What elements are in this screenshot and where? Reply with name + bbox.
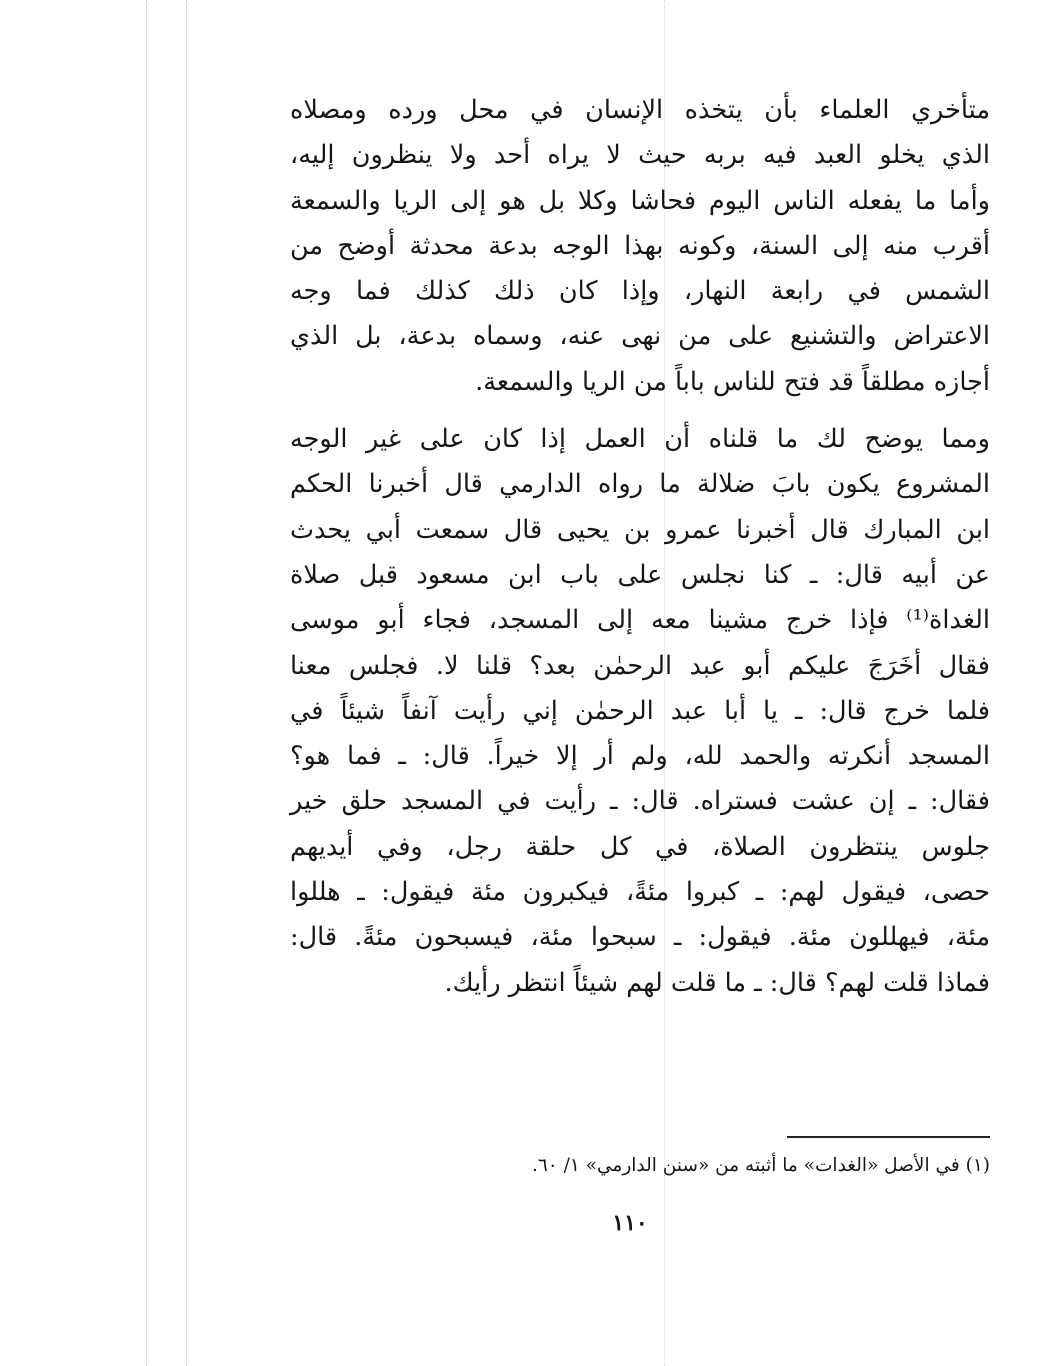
text-line: المشروع يكون بابَ ضلالة ما رواه الدارمي قال أخبرنا الحكم [290,469,990,500]
body-text [290,88,990,1006]
text-line: الغداة⁽¹⁾ فإذا خرج مشينا معه إلى المسجد، فجاء أبو موسى [290,605,990,636]
text-line: وأما ما يفعله الناس اليوم فحاشا وكلا بل هو إلى الريا والسمعة [290,185,990,216]
text-line: عن أبيه قال: ـ كنا نجلس على باب ابن مسعود قبل صلاة [290,559,990,590]
text-line: الاعتراض والتشنيع على من نهى عنه، وسماه بدعة، بل الذي [290,321,990,352]
text-line: ابن المبارك قال أخبرنا عمرو بن يحيى قال سمعت أبي يحدث [290,514,990,545]
text-line: حصى، فيقول لهم: ـ كبروا مئةً، فيكبرون مئة فيقول: ـ هللوا [290,877,990,908]
scan-artifact-line [146,0,147,1366]
text-line: فقال أخَرَجَ عليكم أبو عبد الرحمٰن بعد؟ قلنا لا. فجلس معنا [290,650,990,681]
text-line: فماذا قلت لهم؟ قال: ـ ما قلت لهم شيئاً انتظر رأيك. [444,967,990,998]
text-line: الذي يخلو العبد فيه بربه حيث لا يراه أحد ولا ينظرون إليه، [290,140,990,171]
text-line: مئة، فيهللون مئة. فيقول: ـ سبحوا مئة، فيسبحون مئةً. قال: [290,922,990,953]
text-line: المسجد أنكرته والحمد لله، ولم أر إلا خيراً. قال: ـ فما هو؟ [290,741,990,772]
text-line: فقال: ـ إن عشت فستراه. قال: ـ رأيت في المسجد حلق خير [290,786,990,817]
page-number: ١١٠ [612,1210,648,1236]
paragraph-1 [290,88,990,405]
text-line: ومما يوضح لك ما قلناه أن العمل إذا كان على غير الوجه [290,424,990,455]
text-line: أجازه مطلقاً قد فتح للناس باباً من الريا والسمعة. [475,366,990,397]
footnote-separator [787,1136,990,1138]
text-line: فلما خرج قال: ـ يا أبا عبد الرحمٰن إني رأيت آنفاً شيئاً في [290,695,990,726]
text-line: جلوس ينتظرون الصلاة، في كل حلقة رجل، وفي أيديهم [290,831,990,862]
text-line: أقرب منه إلى السنة، وكونه بهذا الوجه بدعة محدثة أوضح من [290,230,990,261]
text-line: الشمس في رابعة النهار، وإذا كان ذلك كذلك فما وجه [290,276,990,307]
paragraph-2 [290,417,990,1006]
text-line: متأخري العلماء بأن يتخذه الإنسان في محل ورده ومصلاه [290,95,990,125]
footnote: (١) في الأصل «الغدات» ما أثبته من «سنن الدارمي» ١/ ٦٠. [531,1155,990,1176]
scan-artifact-line [186,0,187,1366]
